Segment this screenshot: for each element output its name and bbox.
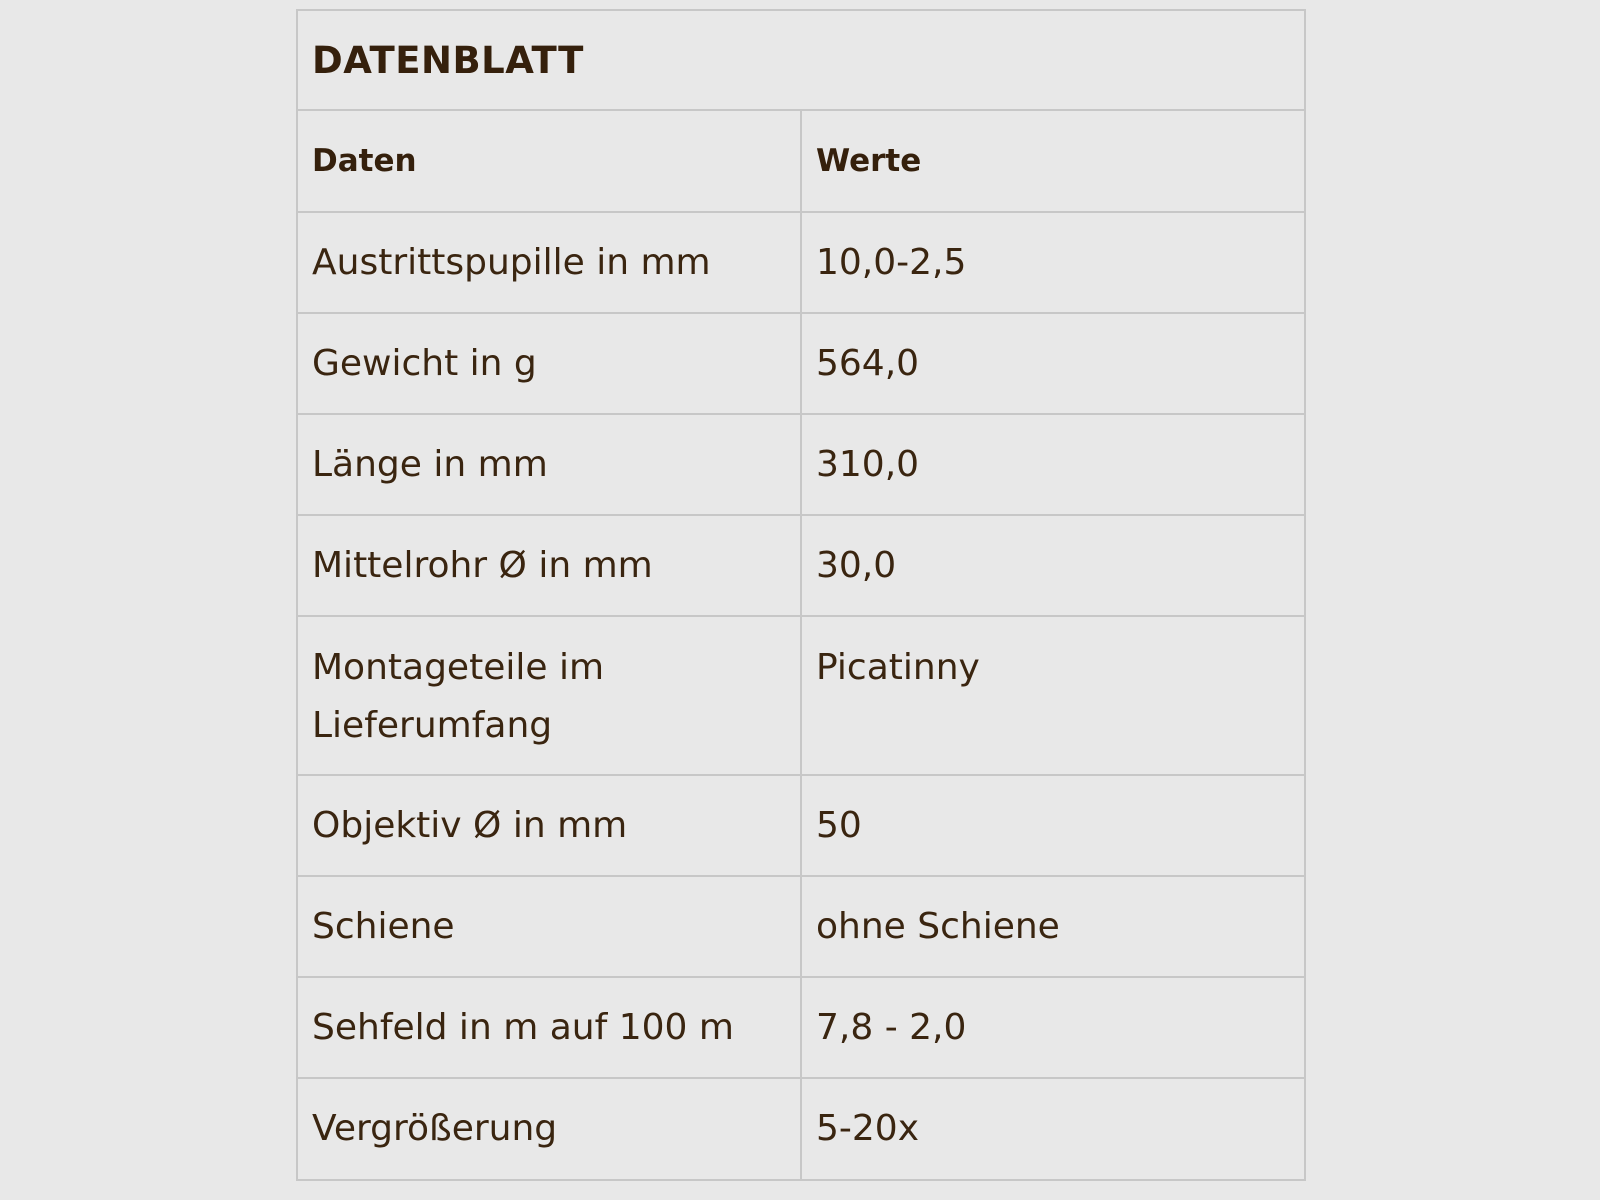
row-value: Picatinny [801,616,1304,775]
table-header-row [298,111,1304,212]
table-row [298,616,1304,775]
table-row [298,313,1304,414]
table-row [298,977,1304,1078]
column-header-werte: Werte [801,111,1304,212]
table-row [298,414,1304,515]
table-row [298,1078,1304,1179]
row-value: 310,0 [801,414,1304,515]
table-row [298,212,1304,313]
row-key: Montageteile im Lieferumfang [298,616,801,775]
datasheet-title: DATENBLATT [298,11,1304,111]
column-header-daten: Daten [298,111,801,212]
table-row [298,775,1304,876]
datasheet [296,9,1306,1181]
table-row [298,515,1304,616]
row-value: 30,0 [801,515,1304,616]
table-row [298,876,1304,977]
spec-table [298,111,1304,1179]
row-key: Objektiv Ø in mm [298,775,801,876]
row-key: Vergrößerung [298,1078,801,1179]
row-key: Mittelrohr Ø in mm [298,515,801,616]
row-value: 564,0 [801,313,1304,414]
row-value: 10,0-2,5 [801,212,1304,313]
row-value: ohne Schiene [801,876,1304,977]
row-key: Schiene [298,876,801,977]
row-value: 50 [801,775,1304,876]
row-value: 5-20x [816,1108,920,1149]
row-key: Länge in mm [298,414,801,515]
row-value: 7,8 - 2,0 [801,977,1304,1078]
row-key: Sehfeld in m auf 100 m [298,977,801,1078]
row-key: Gewicht in g [298,313,801,414]
row-key: Austrittspupille in mm [298,212,801,313]
